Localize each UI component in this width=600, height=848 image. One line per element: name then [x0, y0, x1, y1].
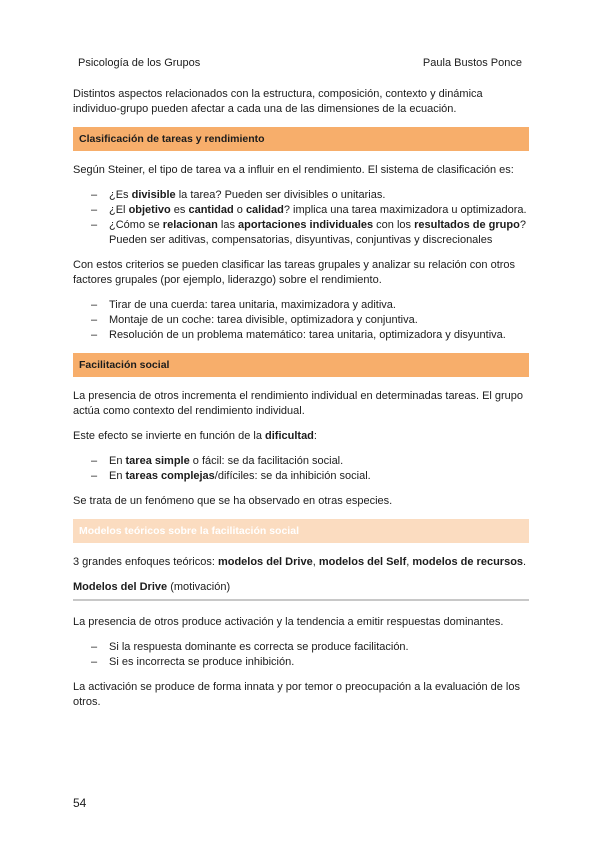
drive-models-subheading: Modelos del Drive (motivación): [73, 581, 231, 593]
list-item: – Tirar de una cuerda: tarea unitaria, maximizadora y aditiva.: [91, 298, 529, 313]
criteria-paragraph: Con estos criterios se pueden clasificar las tareas grupales y analizar su relación con otros factores grupales (por ejemplo, liderazgo) sobre el rendimiento.: [73, 259, 516, 286]
list-item: – Si la respuesta dominante es correcta se produce facilitación.: [91, 640, 529, 655]
list-item: – En tarea simple o fácil: se da facilitación social.: [91, 454, 529, 469]
approaches-paragraph: 3 grandes enfoques teóricos: modelos del Drive, modelos del Self, modelos de recursos.: [73, 556, 527, 568]
activation-paragraph: La activación se produce de forma innata y por temor o preocupación a la evaluación de los otros.: [73, 681, 520, 708]
steiner-paragraph: Según Steiner, el tipo de tarea va a influir en el rendimiento. El sistema de clasificación es:: [73, 164, 514, 176]
section-heading-theoretical-models: Modelos teóricos sobre la facilitación social: [73, 519, 529, 543]
list-item: – Si es incorrecta se produce inhibición.: [91, 655, 529, 670]
list-item: – ¿Es divisible la tarea? Pueden ser divisibles o unitarias.: [91, 188, 529, 203]
header-course-title: Psicología de los Grupos: [78, 57, 201, 69]
drive-paragraph: La presencia de otros produce activación y la tendencia a emitir respuestas dominantes.: [73, 616, 504, 628]
section-heading-task-classification: Clasificación de tareas y rendimiento: [73, 127, 529, 151]
difficulty-list: [73, 454, 529, 484]
list-item: – ¿El objetivo es cantidad o calidad? implica una tarea maximizadora u optimizadora.: [91, 203, 529, 218]
page-content: [73, 87, 529, 720]
task-examples-list: [73, 298, 529, 343]
difficulty-paragraph: Este efecto se invierte en función de la dificultad:: [73, 430, 317, 442]
classification-criteria-list: [73, 188, 529, 248]
list-item: – Montaje de un coche: tarea divisible, optimizadora y conjuntiva.: [91, 313, 529, 328]
species-paragraph: Se trata de un fenómeno que se ha observado en otras especies.: [73, 495, 393, 507]
header-author: Paula Bustos Ponce: [422, 57, 522, 69]
facilitation-paragraph: La presencia de otros incrementa el rendimiento individual en determinadas tareas. El grupo actúa como contexto del rendimiento individual.: [73, 390, 524, 417]
drive-list: [73, 640, 529, 670]
page-number: 54: [73, 796, 87, 810]
list-item: – Resolución de un problema matemático: tarea unitaria, optimizadora y disyuntiva.: [91, 328, 529, 343]
list-item: – ¿Cómo se relacionan las aportaciones individuales con los resultados de grupo? Pueden ser aditivas, compensatorias, disyuntivas, conjuntivas y discrecionales: [91, 218, 529, 248]
list-item: – En tareas complejas/difíciles: se da inhibición social.: [91, 469, 529, 484]
divider: [73, 599, 529, 601]
section-heading-social-facilitation: Facilitación social: [73, 353, 529, 377]
intro-paragraph: Distintos aspectos relacionados con la estructura, composición, contexto y dinámica individuo-grupo pueden afectar a cada una de las dimensiones de la ecuación.: [73, 88, 483, 115]
